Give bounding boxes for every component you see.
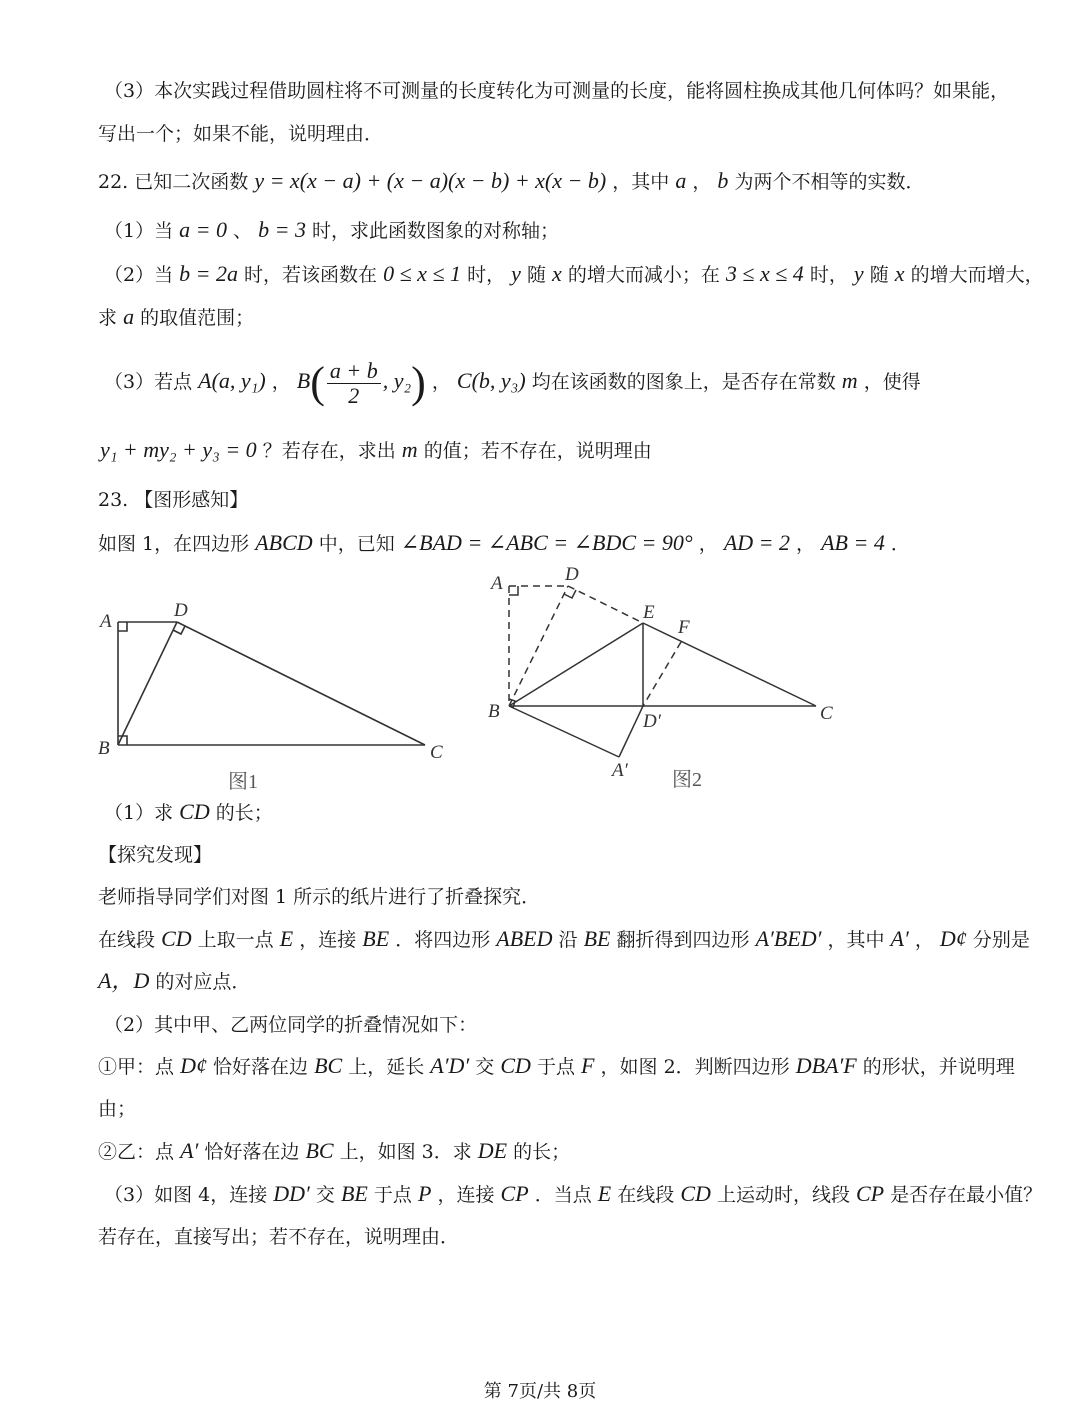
q23-e2-e: E [279,926,294,951]
fig2-side-ec [643,623,816,706]
q23-q2a-f: F [581,1053,595,1078]
q22-p3-l2-t2: 的值；若不存在，说明理由 [423,440,652,462]
q23-cond-sep: ， [698,533,718,555]
q21-part3-line2: 写出一个；如果不能，说明理由． [98,123,384,145]
q22-p3-text: 均在该函数的图象上，是否存在常数 [531,371,836,393]
q23-q2a-ad: A′D′ [430,1053,470,1078]
q23-e2-ap: A′ [890,926,909,951]
q23-q3-t4: ，连接 [437,1184,495,1206]
fig1-right-angle-a [118,622,127,631]
q23-e2-dp: D¢ [939,926,967,951]
q23-q3-t5: ．当点 [534,1184,592,1206]
q23-e2-t2: 上取一点 [197,929,274,951]
q23-cond-quad: ABCD [255,530,313,555]
q23-part2a-line2: 由； [98,1098,137,1120]
q23-cond-ad: AD = 2 [723,530,790,555]
fig1-diagonal-bd [118,622,177,745]
q23-q3-t6: 在线段 [617,1184,675,1206]
q23-e2-t3: ，连接 [299,929,357,951]
q23-q2b-t2: 恰好落在边 [204,1141,300,1163]
fig2-dashed-fdp [643,642,681,706]
q22-p3-equation: y₁ + my₂ + y₃ = 0 [100,437,257,462]
q23-q2a-bc: BC [314,1053,343,1078]
fig2-dashed-de [568,586,643,623]
q23-e2-be: BE [362,926,390,951]
q22-p2-l2-var: a [123,304,135,329]
q22-p3-m: m [841,368,858,393]
q22-p3-point-b-label: B [296,368,311,393]
fig1-label-b: B [98,738,110,759]
q23-cond-prefix: 如图 1，在四边形 [98,533,250,555]
q23-e2-abed: ABED [496,926,553,951]
q22-var-b: b [717,168,729,193]
fig1-label-d: D [174,600,188,621]
q23-q3-cp2: CP [856,1181,885,1206]
q22-formula: y = x(x − a) + (x − a)(x − b) + x(x − b) [254,168,607,193]
q23-q2a-t5: 于点 [536,1056,575,1078]
q23-q3-cd: CD [680,1181,711,1206]
q23-q2b-de: DE [477,1138,508,1163]
q22-p2-x1: x [552,261,562,286]
fig2-label-b: B [488,701,500,722]
q23-e3-text: 的对应点． [155,971,251,993]
q22-p3-l2-t1: ？若存在，求出 [262,440,396,462]
q23-q1-text: 的长； [215,802,273,824]
q22-p2-l2-prefix: 求 [98,307,118,329]
q23-cond-ab: AB = 4 [821,530,885,555]
q23-q3-ddp: DD′ [273,1181,310,1206]
q22-p1-cond2: b = 3 [258,217,306,242]
q22-p3-point-b-tail: , y₂ [382,368,412,393]
q23-part2-title: （2）其中甲、乙两位同学的折叠情况如下： [104,1014,478,1036]
q23-cond-sep2: ， [796,533,816,555]
q23-q2b-bc: BC [305,1138,334,1163]
q23-q3-p: P [417,1181,432,1206]
q23-q3-t8: 是否存在最小值？ [890,1184,1043,1206]
q22-part3-line2 [100,437,652,464]
q23-part3-line1 [104,1181,1042,1208]
q22-p2-t1: 时，若该函数在 [244,264,378,286]
q23-q2a-t7: 的形状，并说明理 [862,1056,1015,1078]
q22-p3-sep2: ， [431,371,451,393]
q22-p3-prefix: （3）若点 [104,371,193,393]
q23-q3-be: BE [340,1181,368,1206]
q22-p2-t4: 的增大而减小；在 [567,264,720,286]
q22-intro [98,168,924,195]
q22-p1-text: 时，求此函数图象的对称轴； [312,220,560,242]
fig2-label-ap: A′ [612,760,628,781]
fig2-right-angle-d [564,590,576,598]
q23-e3-ad: A，D [98,968,150,993]
q23-q2a-t2: 恰好落在边 [213,1056,309,1078]
q23-part3-line2: 若存在，直接写出；若不存在，说明理由． [98,1226,460,1248]
q23-q3-t7: 上运动时，线段 [716,1184,850,1206]
fig2-side-bap [509,706,619,757]
q22-part2-line2 [98,304,254,331]
q23-e2-be2: BE [583,926,611,951]
q22-var-a: a [675,168,687,193]
fig2-label-c: C [820,703,833,724]
q23-q2a-t6: ，如图 2．判断四边形 [600,1056,790,1078]
fig2-right-angle-a [509,586,518,595]
fig1-side-dc [177,622,425,745]
q23-part2b [98,1138,570,1165]
fig1-label-c: C [430,742,443,763]
q23-q2a-cd: CD [500,1053,531,1078]
q22-p2-t3: 随 [526,264,546,286]
q22-part2-line1 [104,261,1044,288]
q23-explore-line2 [98,926,1030,953]
q23-cond-t1: 中，已知 [318,533,395,555]
q22-intro-prefix: 22. 已知二次函数 [98,171,249,193]
q22-p3-point-c: C(b, y₃) [456,368,526,393]
q23-part2a-line1 [98,1053,1015,1080]
q22-p2-x2: x [894,261,905,286]
q23-cond-end: ． [890,533,910,555]
figure-1 [90,596,460,796]
q22-p2-range2: 3 ≤ x ≤ 4 [725,261,804,286]
fig1-caption: 图1 [228,771,258,793]
q22-p2-y2: y [853,261,864,286]
q22-p3-sep1: ， [271,371,291,393]
q23-e2-t7: ，其中 [827,929,885,951]
page-footer: 第 7页/共 8页 [483,1381,597,1402]
q22-p3-l2-m: m [401,437,418,462]
q22-p1-cond1: a = 0 [179,217,227,242]
q23-e2-t5: 沿 [558,929,578,951]
q22-intro-suffix: ，其中 [612,171,670,193]
figure-2 [480,560,850,796]
q22-p3-point-a: A(a, y₁) [198,368,266,393]
q23-part1 [104,799,273,826]
q23-q3-t1: （3）如图 4，连接 [104,1184,268,1206]
q23-q1-prefix: （1）求 [104,802,174,824]
q22-p2-t2: 时， [467,264,506,286]
q23-q2a-t4: 交 [475,1056,495,1078]
q22-p1-prefix: （1）当 [104,220,174,242]
q22-p3-frac-den: 2 [348,382,360,408]
q22-sep: ， [692,171,712,193]
q23-q2a-t3: 上，延长 [348,1056,425,1078]
fig2-caption: 图2 [672,769,702,791]
fig2-label-f: F [678,617,690,638]
q22-p3-rparen: ) [411,358,426,407]
fig2-label-e: E [643,602,655,623]
q22-p2-t7: 的增大而增大， [910,264,1044,286]
q23-e2-t1: 在线段 [98,929,156,951]
fig1-label-a: A [100,611,112,632]
q23-q2a-quad: DBA′F [795,1053,857,1078]
q22-p2-t6: 随 [869,264,889,286]
q23-q3-e: E [597,1181,612,1206]
q23-q2b-t3: 上，如图 3．求 [339,1141,472,1163]
q22-p3-text2: ，使得 [863,371,921,393]
q23-explore-title: 【探究发现】 [98,844,213,866]
q23-q3-t2: 交 [315,1184,335,1206]
q23-explore-line3 [98,968,250,995]
q23-e2-t8: 分别是 [972,929,1030,951]
q23-q2a-t1: ①甲：点 [98,1056,175,1078]
q23-e2-sep: ， [914,929,934,951]
q23-e2-t4: ．将四边形 [395,929,491,951]
fig2-label-dp: D′ [643,711,661,732]
q23-q2a-dp: D¢ [180,1053,207,1078]
q22-p2-range1: 0 ≤ x ≤ 1 [383,261,462,286]
q22-p2-y1: y [511,261,521,286]
fig2-label-d: D [565,564,579,585]
q23-q2b-ap: A′ [180,1138,199,1163]
q23-cond-angles: ∠BAD = ∠ABC = ∠BDC = 90° [400,530,693,555]
q22-p2-l2-text: 的取值范围； [140,307,255,329]
fig2-label-a: A [491,573,503,594]
q22-p3-fraction [327,359,381,408]
q23-title: 23. 【图形感知】 [98,489,249,511]
q23-q2b-t1: ②乙：点 [98,1141,175,1163]
q22-intro-end: 为两个不相等的实数． [734,171,925,193]
fig2-side-apdp [619,706,643,757]
q23-conditions [98,530,910,557]
q22-part1 [104,217,559,244]
q22-p3-lparen: ( [310,358,325,407]
q22-p2-prefix: （2）当 [104,264,174,286]
q23-explore-line1: 老师指导同学们对图 1 所示的纸片进行了折叠探究． [98,886,541,908]
q22-p2-t5: 时， [809,264,848,286]
q22-part3-line1 [104,352,921,412]
fig2-side-be [509,623,643,706]
q23-q2b-t4: 的长； [513,1141,571,1163]
q23-q1-seg: CD [179,799,210,824]
q23-q3-t3: 于点 [373,1184,412,1206]
q23-e2-t6: 翻折得到四边形 [616,929,750,951]
q23-e2-cd: CD [161,926,192,951]
q22-p3-frac-num: a + b [327,359,381,384]
q23-e2-quad2: A′BED′ [755,926,822,951]
q21-part3-line1: （3）本次实践过程借助圆柱将不可测量的长度转化为可测量的长度，能将圆柱换成其他几何体吗？如果能， [104,80,1010,102]
q22-p2-cond: b = 2a [179,261,238,286]
q22-p1-sep: 、 [233,220,253,242]
q23-q3-cp: CP [500,1181,529,1206]
